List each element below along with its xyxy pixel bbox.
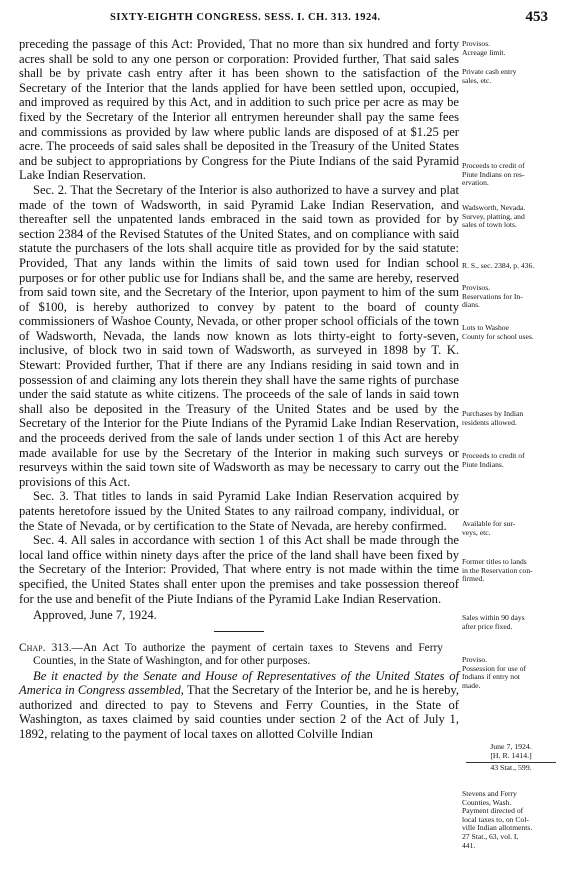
margin-note: Available for sur- veys, etc. xyxy=(462,519,516,537)
statute-text xyxy=(19,37,459,742)
margin-note: R. S., sec. 2384, p. 436. xyxy=(462,261,535,270)
page-header xyxy=(0,9,562,29)
citation-stat: 43 Stat., 599. xyxy=(490,762,532,772)
margin-note: Proviso. Possession for use of Indians if entry not made. xyxy=(462,655,526,690)
margin-note: Wadsworth, Nevada. Survey, platting, and sales of town lots. xyxy=(462,203,526,230)
section-divider xyxy=(214,631,264,632)
margin-note: Purchases by Indian residents allowed. xyxy=(462,409,524,427)
margin-note: Lots to Washoe County for school uses. xyxy=(462,323,534,341)
margin-note: Sales within 90 days after price fixed. xyxy=(462,613,525,631)
enacting-text: That the Secretary of the Interior be, and he is hereby, authorized and directed to pay to Stevens and Ferry Counties, in the State of Washington, as taxes claimed by said counties under section 2 of the Act of July 1, 1892, relating to the payment of local taxes on allotted Colville Indian xyxy=(19,683,460,741)
margin-note: Private cash entry sales, etc. xyxy=(462,67,517,85)
chapter-heading xyxy=(19,642,443,669)
paragraph-proviso-acreage: preceding the passage of this Act: Provided, That no more than six hundred and forty acres shall be sold to any one person or corporation: Provided further, That said sales shall be by private cash entry after it has been shown to the satisfaction of the Secretary of the Interior that the lands applied for have been settled upon, occupied, and improved as required by this Act, and in addition to such price per acre as may be fixed by the Secretary of the Interior all entrymen hereunder shall pay the same fees and commissions as provided by law where public lands are disposed of at $1.25 per acre. The proceeds of said sales shall be deposited in the Treasury of the United States and be subject to appropriations by Congress for the Piute Indians of the said Pyramid Lake Indian Reservation. xyxy=(19,37,459,183)
margin-note: Stevens and Ferry Counties, Wash. Payment directed of local taxes to, on Col- ville Indian allotments. 27 Stat., 63, vol. I, 441. xyxy=(462,789,533,850)
margin-note: Provisos. Acreage limit. xyxy=(462,39,506,57)
margin-note: Proceeds to credit of Piute Indians. xyxy=(462,451,525,469)
paragraph-section-4: Sec. 4. All sales in accordance with section 1 of this Act shall be made through the local land office within ninety days after the price of the land shall have been fixed by the Secretary of the Interior: Provided, That where entry is not made within the time specified, the United States shall enter upon the premises and take possession thereof for the use and benefit of the Piute Indians of the Pyramid Lake Indian Reservation. xyxy=(19,533,459,606)
enacting-clause: Be it enacted by the Senate and House of Representatives of the United States of America in Congress assembled, xyxy=(19,668,459,698)
chapter-citation xyxy=(466,743,556,772)
enacting-paragraph xyxy=(19,669,459,742)
margin-note: Provisos. Reservations for In- dians. xyxy=(462,283,523,310)
page-number: 453 xyxy=(525,9,548,25)
margin-note: Former titles to lands in the Reservation con- firmed. xyxy=(462,557,533,584)
margin-note: Proceeds to credit of Piute Indians on res- ervation. xyxy=(462,161,525,188)
approval-line: Approved, June 7, 1924. xyxy=(33,608,157,623)
chapter-title: —An Act To authorize the payment of certain taxes to Stevens and Ferry Counties, in the State of Washington, and for other purposes. xyxy=(33,641,443,668)
running-head: SIXTY-EIGHTH CONGRESS. SESS. I. CH. 313. 1924. xyxy=(110,12,381,23)
chapter-label: Chap. 313. xyxy=(19,641,72,654)
citation-bill: [H. R. 1414.] xyxy=(490,750,532,760)
paragraph-section-3: Sec. 3. That titles to lands in said Pyramid Lake Indian Reservation acquired by patents heretofore issued by the United States to any railroad company, individual, or the State of Nevada, or by certification to the State of Nevada, are hereby confirmed. xyxy=(19,489,459,533)
citation-date: June 7, 1924. xyxy=(490,742,532,751)
paragraph-section-2: Sec. 2. That the Secretary of the Interior is also authorized to have a survey and plat made of the town of Wadsworth, in said Pyramid Lake Indian Reservation, and thereafter sell the unpatented lands embraced in the said town as provided for by section 2384 of the Revised Statutes of the United States, and on compliance with said statute the purchasers of the lots shall acquire title as provided for by the said statute: Provided, That any lands within the limits of said town used for Indian school purposes or for other public use for Indians shall be, and the same are hereby, reserved from said town site, and the Secretary of the Interior, upon payment to him of the sum of $100, is hereby authorized to convey by patent to the board of county commissioners of Washoe County, Nevada, or other proper school officials of the town of Wadsworth, Nevada, the lands now known as lots thirty-eight to forty-seven, inclusive, of block two in said town of Wadsworth, as surveyed in 1898 by T. K. Stewart: Provided further, That if there are any Indians residing in said town and in possession of and claiming any lots therein they shall have the same rights of purchase under the said statute as white citizens. The proceeds of the sale of lands in said town shall also be deposited in the Treasury of the United States and be used by the Secretary of the Interior for the Piute Indians of the Pyramid Lake Indian Reservation, and the proceeds derived from the sale of lands under section 1 of this Act are hereby made available for use by the Secretary of the Interior in making such surveys or resurveys within the said town site of Wadsworth as may be necessary to carry out the provisions of this Act. xyxy=(19,182,459,489)
